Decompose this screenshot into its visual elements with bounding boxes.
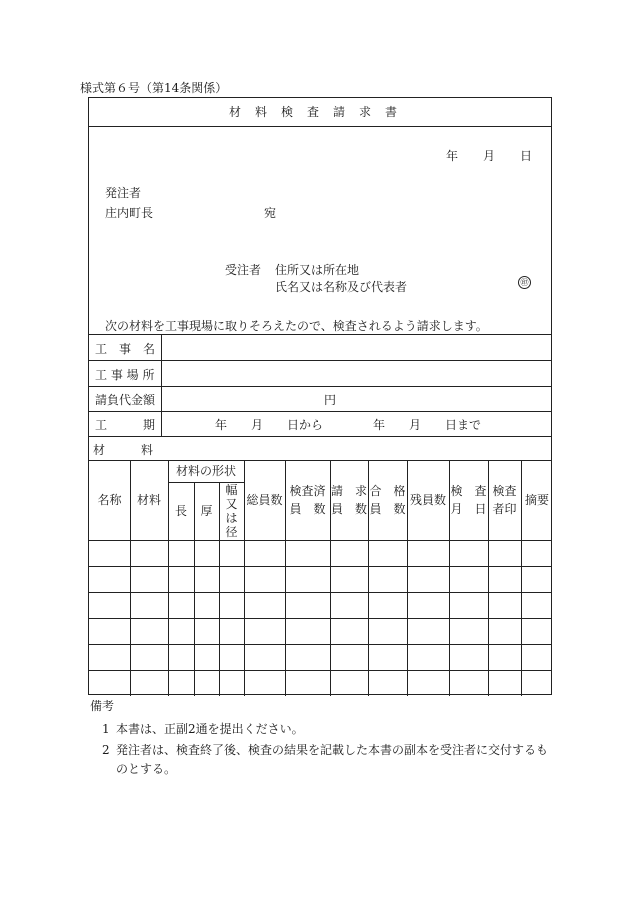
date-day: 日 bbox=[520, 149, 533, 163]
contractor-address: 住所又は所在地 bbox=[275, 263, 360, 277]
notes-section bbox=[90, 697, 560, 781]
period-to: 年 月 日まで bbox=[373, 418, 482, 432]
col-thickness: 厚 bbox=[200, 504, 213, 518]
period-label: 工 期 bbox=[95, 418, 156, 432]
site-label: 工 事 場 所 bbox=[95, 368, 155, 382]
col-inspected: 検査済 員 数 bbox=[289, 484, 326, 516]
period-from: 年 月 日から bbox=[215, 418, 324, 432]
date-month: 月 bbox=[483, 149, 496, 163]
col-length: 長 bbox=[174, 504, 187, 518]
col-passed: 合 格 員 数 bbox=[369, 484, 406, 516]
contractor-label: 受注者 bbox=[225, 263, 262, 277]
col-inspection-date: 検 査 月 日 bbox=[450, 484, 487, 516]
divider bbox=[89, 126, 551, 127]
orderer-label: 発注者 bbox=[105, 186, 142, 200]
col-name: 名称 bbox=[97, 493, 122, 507]
col-remarks: 摘要 bbox=[524, 493, 549, 507]
col-total: 総員数 bbox=[246, 493, 283, 507]
note-item: 2 発注者は、検査終了後、検査の結果を記載した本書の副本を受注者に交付するものとする。 bbox=[102, 743, 549, 776]
col-shape: 材料の形状 bbox=[175, 464, 236, 478]
notes-heading: 備考 bbox=[90, 699, 115, 713]
col-material: 材料 bbox=[136, 493, 161, 507]
request-statement: 次の材料を工事現場に取りそろえたので、検査されるよう請求します。 bbox=[105, 319, 488, 333]
orderer-honorific: 宛 bbox=[264, 206, 277, 220]
request-form bbox=[88, 97, 552, 695]
col-inspector-seal: 検査 者印 bbox=[492, 484, 517, 516]
col-width-diameter: 幅 又 は 径 bbox=[225, 483, 238, 539]
note-item: 1 本書は、正副2通を提出ください。 bbox=[102, 722, 304, 736]
project-name-label: 工 事 名 bbox=[95, 342, 156, 356]
col-requested: 請 求 員 数 bbox=[330, 484, 367, 516]
form-title: 材料検査請求書 bbox=[228, 105, 411, 119]
yen-unit: 円 bbox=[324, 393, 337, 407]
contractor-name: 氏名又は名称及び代表者 bbox=[275, 280, 408, 294]
form-number: 様式第６号（第14条関係） bbox=[80, 81, 228, 95]
amount-label: 請負代金額 bbox=[95, 393, 156, 407]
date-year: 年 bbox=[446, 149, 459, 163]
materials-label: 材 料 bbox=[93, 443, 154, 457]
col-remaining: 残員数 bbox=[409, 493, 446, 507]
orderer-name: 庄内町長 bbox=[105, 206, 154, 220]
seal-mark: ㊞ bbox=[518, 276, 531, 289]
